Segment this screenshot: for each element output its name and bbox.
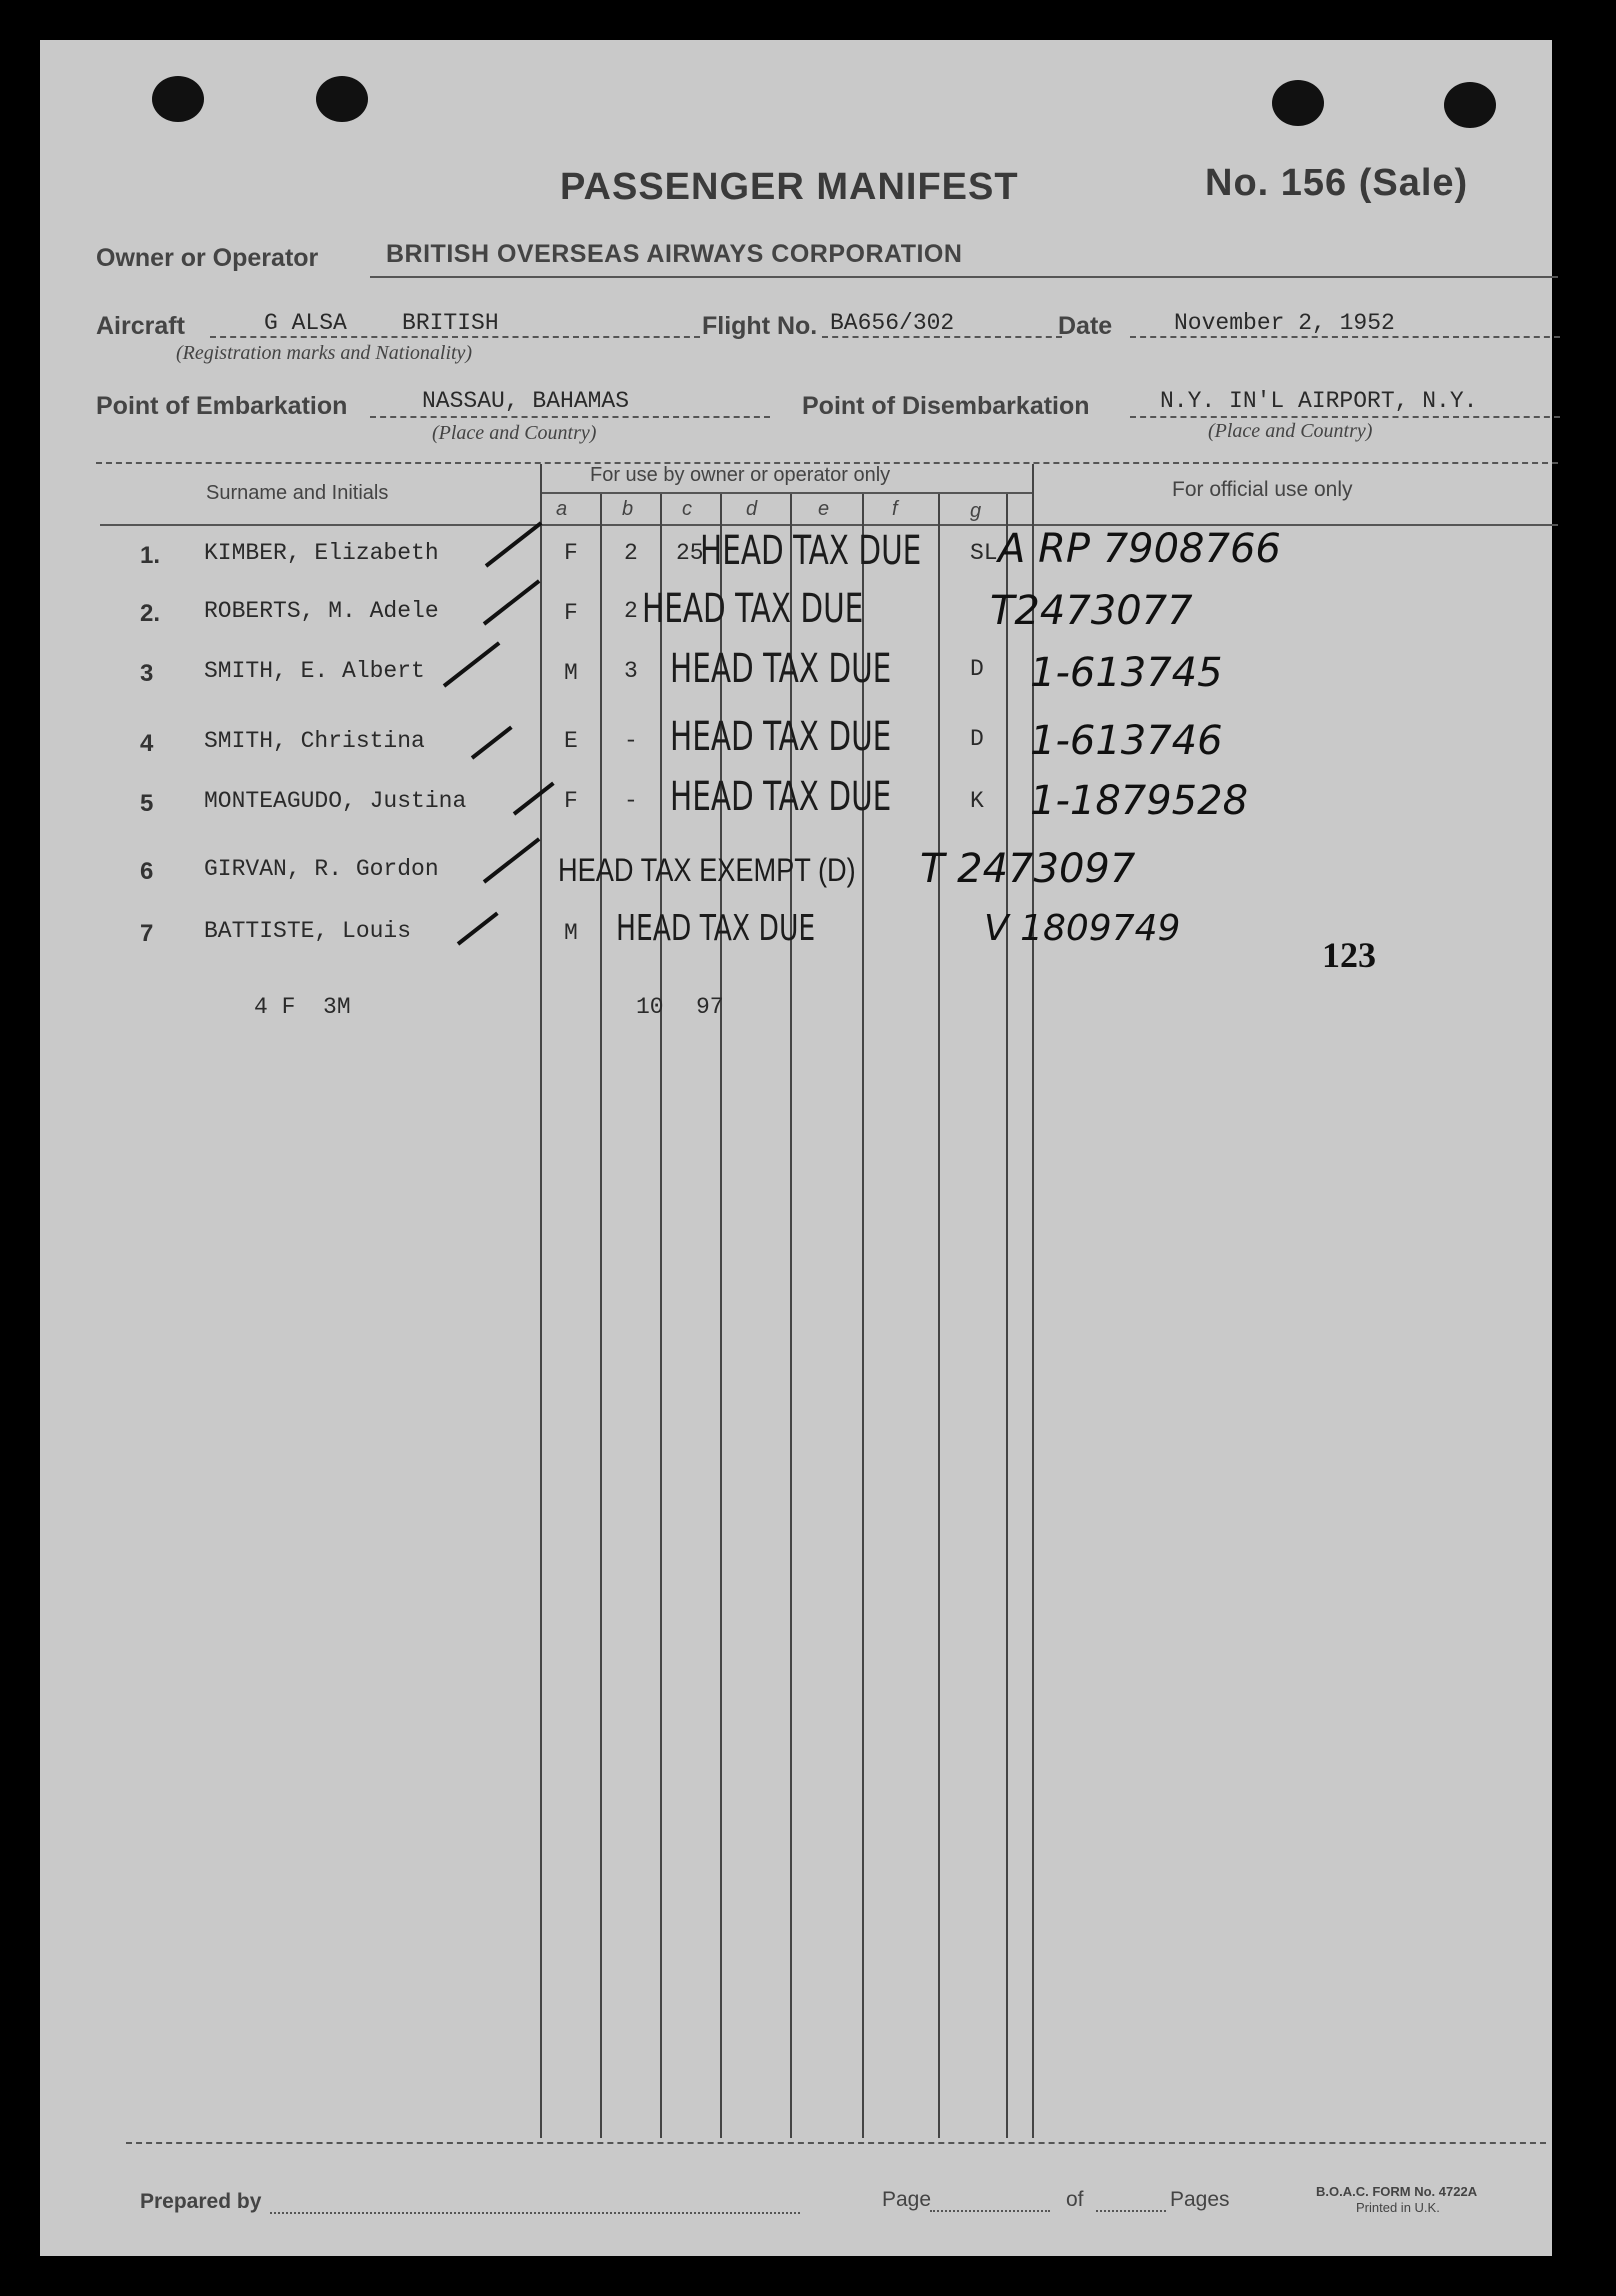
owner-value: BRITISH OVERSEAS AIRWAYS CORPORATION (386, 240, 963, 268)
row-number: 2. (140, 600, 161, 627)
passenger-name: ROBERTS, M. Adele (204, 598, 439, 624)
cell-b: - (624, 728, 638, 754)
owner-label: Owner or Operator (96, 244, 319, 272)
cell-a: F (564, 600, 578, 626)
official-entry: T2473077 (990, 588, 1193, 634)
of-label: of (1066, 2188, 1084, 2211)
disembarkation-sub: (Place and Country) (1208, 420, 1373, 442)
disembarkation-value: N.Y. IN'L AIRPORT, N.Y. (1160, 388, 1478, 414)
subcol-d: d (746, 498, 758, 520)
column-rule (1006, 494, 1008, 2138)
row-number: 5 (140, 790, 154, 817)
divider (370, 276, 1558, 278)
prepared-by-line (270, 2212, 800, 2214)
check-mark (513, 782, 555, 816)
passenger-name: SMITH, Christina (204, 728, 425, 754)
cell-a: M (564, 660, 578, 686)
passenger-name: MONTEAGUDO, Justina (204, 788, 467, 814)
passenger-name: GIRVAN, R. Gordon (204, 856, 439, 882)
subcol-e: e (818, 498, 830, 520)
date-underline (1130, 336, 1560, 338)
manifest-page (40, 40, 1552, 2256)
head-tax-stamp: HEAD TAX DUE (670, 646, 892, 692)
cell-g: SL (970, 540, 998, 566)
aircraft-label: Aircraft (96, 312, 185, 340)
check-mark (443, 641, 501, 687)
official-entry: 1-613745 (1030, 650, 1223, 696)
embarkation-underline (370, 416, 770, 418)
flight-underline (822, 336, 1062, 338)
page-label: Page (882, 2188, 932, 2211)
cell-a: M (564, 920, 578, 946)
official-entry: 1-1879528 (1030, 778, 1249, 824)
cell-b: - (624, 788, 638, 814)
cell-b: 2 (624, 598, 638, 624)
row-number: 3 (140, 660, 154, 687)
cell-a: F (564, 788, 578, 814)
cell-g: D (970, 726, 984, 752)
footer-rule (126, 2142, 1546, 2144)
subcol-a: a (556, 498, 568, 520)
prepared-by-label: Prepared by (140, 2190, 262, 2213)
official-total: 123 (1322, 935, 1376, 975)
totals-c: 97 (696, 994, 724, 1020)
column-rule (1032, 464, 1034, 2138)
col-header-owner: For use by owner or operator only (590, 464, 891, 486)
aircraft-sub: (Registration marks and Nationality) (176, 342, 473, 364)
check-mark (485, 521, 543, 567)
row-number: 4 (140, 730, 154, 757)
cell-g: K (970, 788, 984, 814)
head-tax-stamp: HEAD TAX DUE (616, 908, 816, 949)
check-mark (483, 579, 541, 625)
subcol-c: c (682, 498, 692, 520)
col-header-surname: Surname and Initials (206, 482, 389, 504)
manifest-number: No. 156 (Sale) (1205, 162, 1469, 204)
punch-hole (1272, 80, 1324, 126)
col-header-official: For official use only (1172, 478, 1353, 501)
row-number: 6 (140, 858, 154, 885)
table-header-rule (100, 524, 1558, 526)
head-tax-stamp: HEAD TAX DUE (670, 714, 892, 760)
head-tax-stamp: HEAD TAX DUE (642, 586, 864, 632)
cell-b: 3 (624, 658, 638, 684)
official-entry: T 2473097 (920, 846, 1136, 892)
flight-value: BA656/302 (830, 310, 955, 336)
column-rule (540, 464, 542, 2138)
subcol-header-rule (540, 492, 1032, 494)
printed-in: Printed in U.K. (1356, 2200, 1440, 2215)
punch-hole (316, 76, 368, 122)
aircraft-value: G ALSA BRITISH (264, 310, 499, 336)
cell-a: F (564, 540, 578, 566)
column-rule (938, 494, 940, 2138)
totals-sex: 4 F 3M (254, 994, 351, 1020)
head-tax-stamp: HEAD TAX DUE (670, 774, 892, 820)
date-label: Date (1058, 312, 1113, 340)
official-entry: A RP 7908766 (998, 526, 1281, 572)
of-line (1096, 2210, 1166, 2212)
passenger-name: KIMBER, Elizabeth (204, 540, 439, 566)
subcol-b: b (622, 498, 634, 520)
embarkation-label: Point of Embarkation (96, 392, 348, 420)
aircraft-underline (210, 336, 700, 338)
cell-g: D (970, 656, 984, 682)
column-rule (660, 494, 662, 2138)
totals-b: 10 (636, 994, 664, 1020)
row-number: 7 (140, 920, 154, 947)
disembarkation-underline (1130, 416, 1560, 418)
passenger-name: BATTISTE, Louis (204, 918, 412, 944)
cell-c: 25 (676, 540, 704, 566)
pages-label: Pages (1170, 2188, 1230, 2211)
official-entry: V 1809749 (984, 908, 1181, 949)
check-mark (471, 726, 513, 760)
flight-label: Flight No. (702, 312, 818, 340)
row-number: 1. (140, 542, 161, 569)
head-tax-stamp: HEAD TAX DUE (700, 528, 922, 574)
passenger-name: SMITH, E. Albert (204, 658, 425, 684)
check-mark (457, 912, 499, 946)
punch-hole (152, 76, 204, 122)
date-value: November 2, 1952 (1174, 310, 1395, 336)
subcol-f: f (892, 498, 898, 520)
embarkation-sub: (Place and Country) (432, 422, 597, 444)
page-title: PASSENGER MANIFEST (560, 166, 1019, 208)
column-rule (600, 494, 602, 2138)
form-number: B.O.A.C. FORM No. 4722A (1316, 2184, 1478, 2199)
subcol-g: g (970, 500, 982, 522)
check-mark (483, 837, 541, 883)
official-entry: 1-613746 (1030, 718, 1223, 764)
disembarkation-label: Point of Disembarkation (802, 392, 1090, 420)
embarkation-value: NASSAU, BAHAMAS (422, 388, 630, 414)
cell-a: E (564, 728, 578, 754)
page-line (930, 2210, 1050, 2212)
cell-b: 2 (624, 540, 638, 566)
head-tax-stamp: HEAD TAX EXEMPT (D) (558, 852, 856, 888)
punch-hole (1444, 82, 1496, 128)
